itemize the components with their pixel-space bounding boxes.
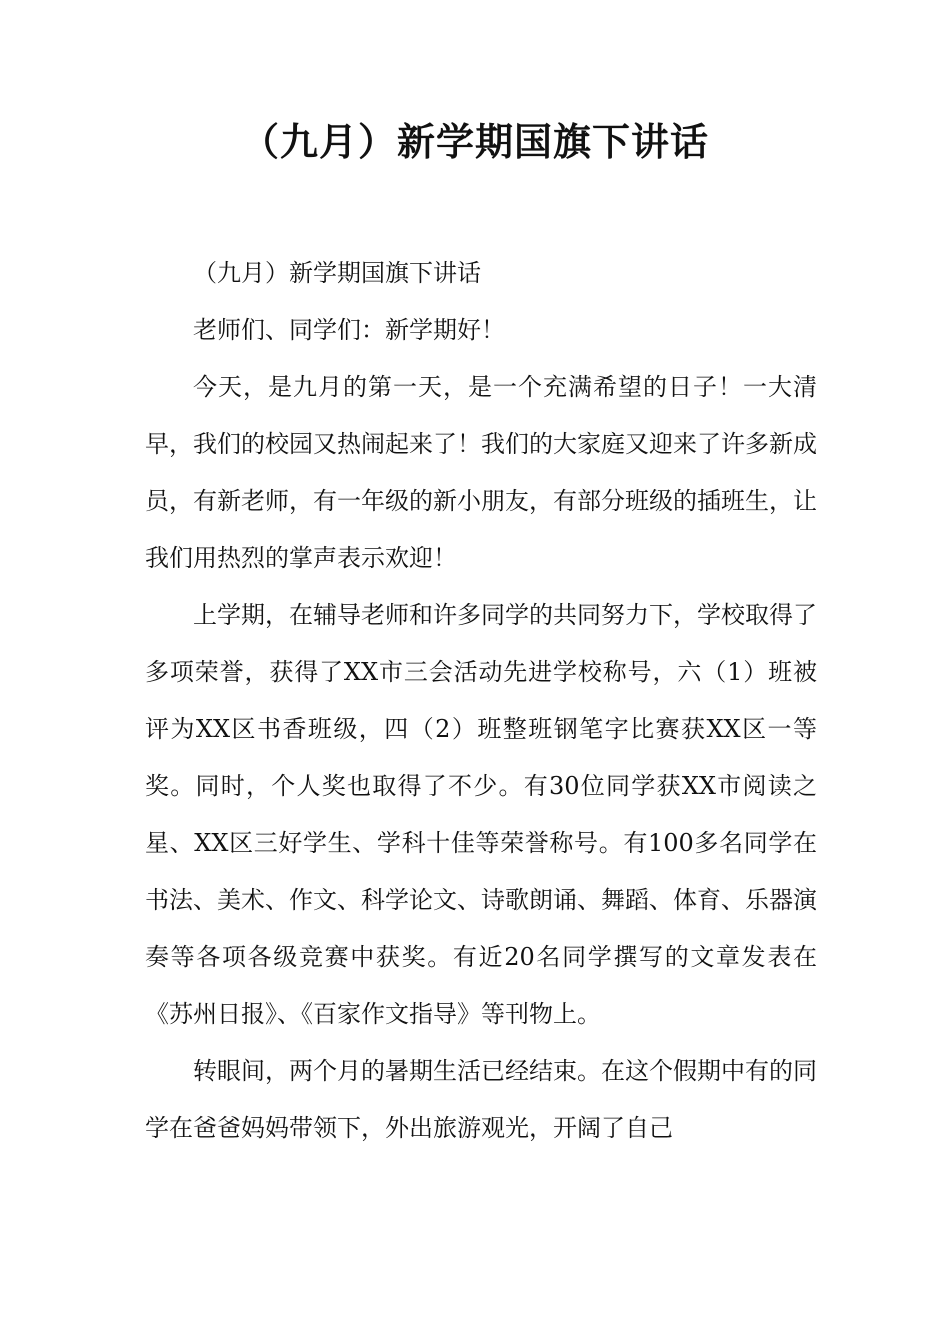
- document-body: [145, 245, 817, 1157]
- paragraph-greeting: 老师们、同学们：新学期好！: [193, 316, 505, 344]
- document-title: （九月）新学期国旗下讲话: [240, 120, 709, 164]
- paragraph-heading-repeat: （九月）新学期国旗下讲话: [193, 259, 481, 287]
- paragraph-welcome: 今天，是九月的第一天，是一个充满希望的日子！一大清早，我们的校园又热闹起来了！我们的大家庭又迎来了许多新成员，有新老师，有一年级的新小朋友，有部分班级的插班生，让我们用热烈的掌声表示欢迎！: [145, 373, 817, 572]
- paragraph-achievements: 上学期，在辅导老师和许多同学的共同努力下，学校取得了多项荣誉，获得了XX市三会活动先进学校称号，六（1）班被评为XX区书香班级，四（2）班整班钢笔字比赛获XX区一等奖。同时，个人奖也取得了不少。有30位同学获XX市阅读之星、XX区三好学生、学科十佳等荣誉称号。有100多名同学在书法、美术、作文、科学论文、诗歌朗诵、舞蹈、体育、乐器演奏等各项各级竞赛中获奖。有近20名同学撰写的文章发表在《苏州日报》、《百家作文指导》等刊物上。: [145, 601, 817, 1028]
- paragraph-summer: 转眼间，两个月的暑期生活已经结束。在这个假期中有的同学在爸爸妈妈带领下，外出旅游观光，开阔了自己: [145, 1057, 817, 1142]
